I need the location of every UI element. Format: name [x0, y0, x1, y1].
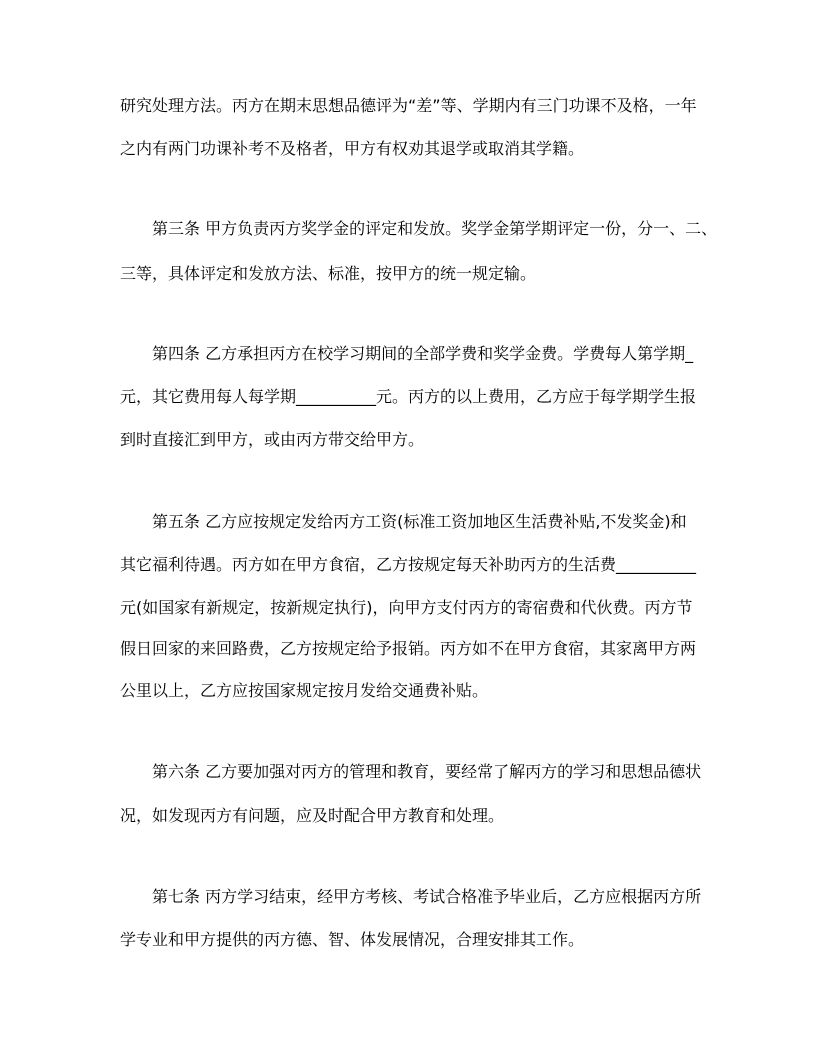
paragraph-1-line-2: 之内有两门功课补考不及格者，甲方有权劝其退学或取消其学籍。: [120, 139, 585, 158]
clause-4-line-2: 元，其它费用每人每学期__________元。丙方的以上费用，乙方应于每学期学生报: [120, 387, 697, 406]
clause-7-line-1: 第七条 丙方学习结束，经甲方考核、考试合格准予毕业后，乙方应根据丙方所: [152, 887, 702, 906]
clause-3-line-2: 三等，具体评定和发放方法、标准，按甲方的统一规定输。: [120, 264, 537, 283]
clause-5-line-2: 其它福利待遇。丙方如在甲方食宿，乙方按规定每天补助丙方的生活费__________: [120, 555, 697, 574]
clause-5-line-3: 元(如国家有新规定，按新规定执行)，向甲方支付丙方的寄宿费和代伙费。丙方节: [120, 598, 693, 617]
clause-4-line-1: 第四条 乙方承担丙方在校学习期间的全部学费和奖学金费。学费每人第学期_: [152, 344, 694, 363]
clause-3-line-1: 第三条 甲方负责丙方奖学金的评定和发放。奖学金第学期评定一份，分一、二、: [152, 219, 718, 238]
clause-5-line-5: 公里以上，乙方应按国家规定按月发给交通费补贴。: [120, 681, 489, 700]
clause-5-line-1: 第五条 乙方应按规定发给丙方工资(标准工资加地区生活费补贴,不发奖金)和: [152, 512, 687, 531]
clause-5-line-4: 假日回家的来回路费，乙方按规定给予报销。丙方如不在甲方食宿，其家离甲方两: [120, 639, 697, 658]
clause-6-line-1: 第六条 乙方要加强对丙方的管理和教育，要经常了解丙方的学习和思想品德状: [152, 762, 702, 781]
clause-6-line-2: 况，如发现丙方有问题，应及时配合甲方教育和处理。: [120, 806, 505, 825]
paragraph-1-line-1: 研究处理方法。丙方在期末思想品德评为“差”等、学期内有三门功课不及格，一年: [120, 96, 697, 115]
clause-7-line-2: 学专业和甲方提供的丙方德、智、体发展情况，合理安排其工作。: [120, 930, 585, 949]
clause-4-line-3: 到时直接汇到甲方，或由丙方带交给甲方。: [120, 430, 425, 449]
